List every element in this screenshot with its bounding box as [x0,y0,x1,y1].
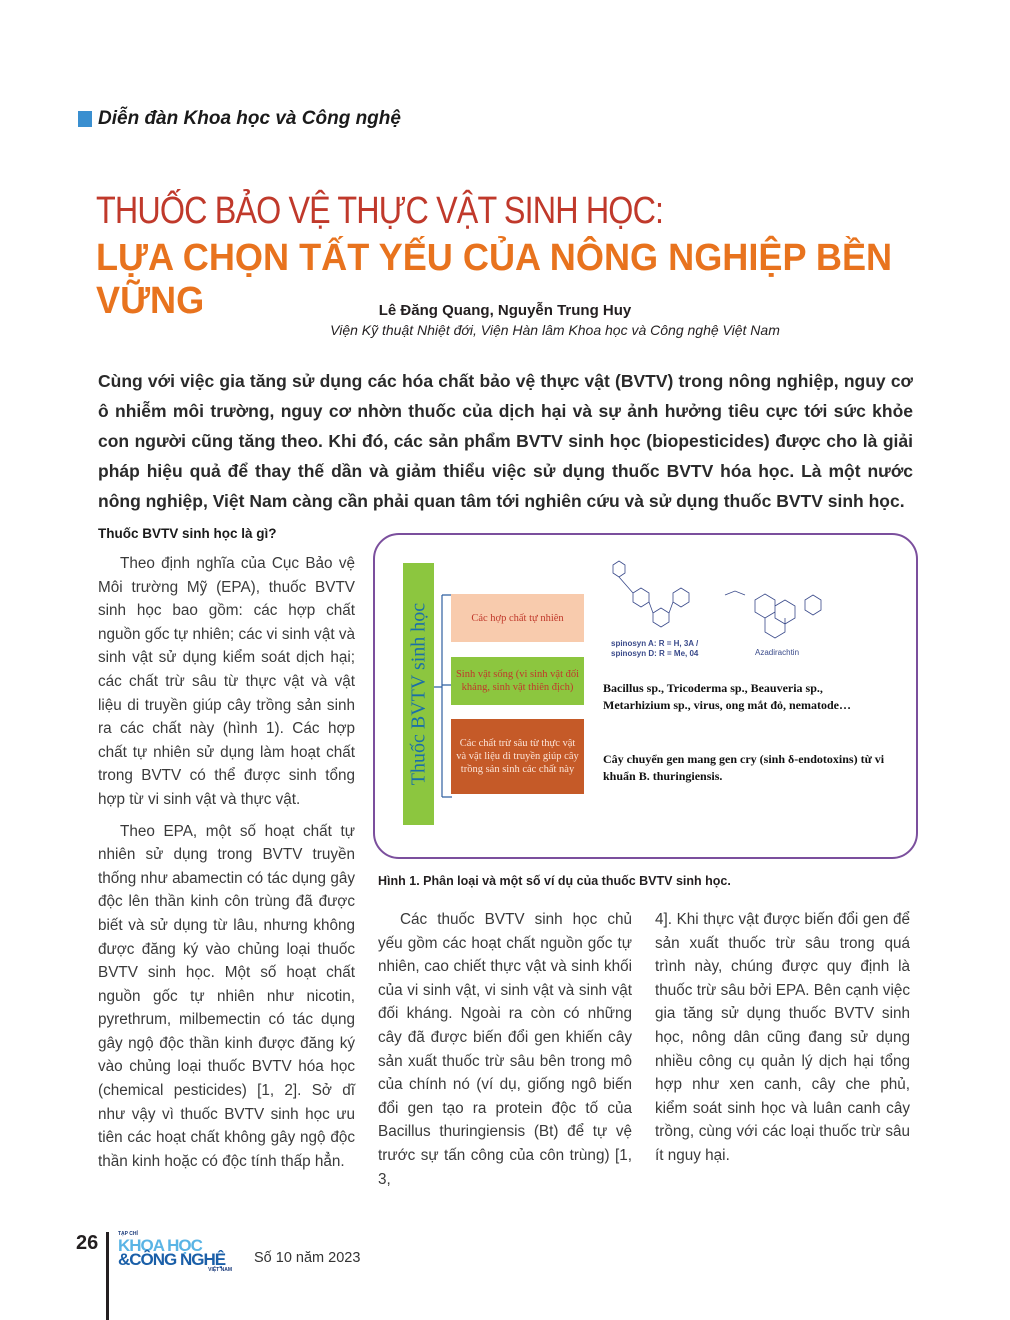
issue-info: Số 10 năm 2023 [254,1250,361,1266]
subheading: Thuốc BVTV sinh học là gì? [98,526,277,541]
section-square-icon [78,111,92,127]
section-label: Diễn đàn Khoa học và Công nghệ [98,108,401,129]
title-line-2: LỰA CHỌN TẤT YẾU CỦA NÔNG NGHIỆP BỀN VỮNG [96,237,893,322]
example-transgenic: Cây chuyển gen mang gen cry (sinh δ-endotoxins) từ vi khuẩn B. thuringiensis. [603,752,885,783]
spinosyn-label: spinosyn A: R = H, 3A / spinosyn D: R = Me, 04 [611,639,699,658]
category-box-plant-pesticides: Các chất trừ sâu từ thực vật và vật liệu di truyền giúp cây trồng sản sinh các chất này [451,719,584,794]
figure-1 [373,533,918,859]
spinosyn-structure-image [603,553,703,639]
example-living-organisms: Bacillus sp., Tricoderma sp., Beauveria sp., Metarhizium sp., virus, ong mắt đỏ, nematode… [603,681,851,712]
section-header [78,108,401,130]
column-1 [98,552,355,1181]
figure-root-label: Thuốc BVTV sinh học [407,602,429,786]
logo-line-2: &CÔNG NGHỆ [118,1250,226,1269]
logo-line-1: KHOA HỌC [118,1236,202,1255]
page-number: 26 [76,1232,99,1254]
abstract: Cùng với việc gia tăng sử dụng các hóa chất bảo vệ thực vật (BVTV) trong nông nghiệp, nguy cơ ô nhiễm môi trường, nguy cơ nhờn thuốc của dịch hại và sự ảnh hưởng tiêu cực tới sức khỏe con người cũng tăng theo. Khi đó, các sản phẩm BVTV sinh học (biopesticides) được cho là giải pháp hiệu quả để thay thế dần và giảm thiểu việc sử dụng thuốc BVTV hóa học. Là một nước nông nghiệp, Việt Nam càng cần phải quan tâm tới nghiên cứu và sử dụng thuốc BVTV sinh học. [98,371,913,511]
azadirachtin-label: Azadirachtin [755,648,800,657]
title-line-1: THUỐC BẢO VỆ THỰC VẬT SINH HỌC: [96,190,664,232]
figure-caption: Hình 1. Phân loại và một số ví dụ của thuốc BVTV sinh học. [378,874,731,888]
paragraph: 4]. Khi thực vật được biến đổi gen để sản xuất thuốc trừ sâu trong quá trình này, chúng được quy định là thuốc trừ sâu bởi EPA. Bên cạnh việc gia tăng sử dụng thuốc BVTV sinh học, nông dân cũng đang sử dụng nhiều công cụ quản lý dịch hại tổng hợp như xen canh, cây che phủ, kiểm soát sinh học và luân canh cây trồng, cùng với các loại thuốc trừ sâu ít nguy hại. [655,911,910,1164]
magazine-logo [118,1232,236,1273]
footer-divider [106,1232,109,1320]
logo-line-3: VIỆT NAM [208,1267,232,1273]
category-box-natural-compounds: Các hợp chất tự nhiên [451,594,584,642]
affiliation: Viện Kỹ thuật Nhiệt đới, Viện Hàn lâm Khoa học và Công nghệ Việt Nam [330,322,780,338]
azadirachtin-structure-image [715,575,845,660]
logo-top: TẠP CHÍ [118,1231,138,1237]
column-3 [655,908,910,1176]
category-box-living-organisms: Sinh vật sống (vi sinh vật đối kháng, sinh vật thiên địch) [451,657,584,705]
paragraph: Theo EPA, một số hoạt chất tự nhiên sử dụng trong BVTV truyền thống như abamectin có tác dụng gây độc lên thần kinh côn trùng đã được biết và sử dụng từ lâu, nhưng không được đăng ký vào chủng loại thuốc BVTV sinh học. Một số hoạt chất nguồn gốc tự nhiên như nicotin, pyrethrum, milbemectin có tác dụng gây ngộ độc thần kinh được đăng ký vào chủng loại thuốc BVTV hóa học (chemical pesticides) [1, 2]. Sở dĩ như vậy vì thuốc BVTV sinh học ưu tiên các hoạt chất không gây ngộ độc thần kinh hoặc có độc tính thấp hẳn. [98,822,355,1170]
figure-root-box [403,563,434,825]
paragraph: Theo định nghĩa của Cục Bảo vệ Môi trường Mỹ (EPA), thuốc BVTV sinh học bao gồm: các hợp chất nguồn gốc tự nhiên; các vi sinh vật và sinh vật sử dụng kiểm soát dịch hại; các chất trừ sâu từ thực vật và vật liệu di truyền giúp cây trồng sản sinh ra các chất này (hình 1). Các hợp chất tự nhiên sử dụng làm hoạt chất trong BVTV có thể được sinh tổng hợp từ vi sinh vật và thực vật. [98,555,355,808]
authors: Lê Đăng Quang, Nguyễn Trung Huy [378,302,632,319]
column-2 [378,908,632,1199]
paragraph: Các thuốc BVTV sinh học chủ yếu gồm các hoạt chất nguồn gốc tự nhiên, cao chiết thực vật và sinh khối của vi sinh vật, vi sinh vật và sinh vật đối kháng. Ngoài ra còn có những cây đã được biến đổi gen khiến cây sản xuất thuốc trừ sâu bên trong mô của chính nó (ví dụ, giống ngô biến đổi gen tạo ra protein độc tố của Bacillus thuringiensis (Bt) để tự vệ trước sự tấn công của côn trùng) [1, 3, [378,911,632,1188]
